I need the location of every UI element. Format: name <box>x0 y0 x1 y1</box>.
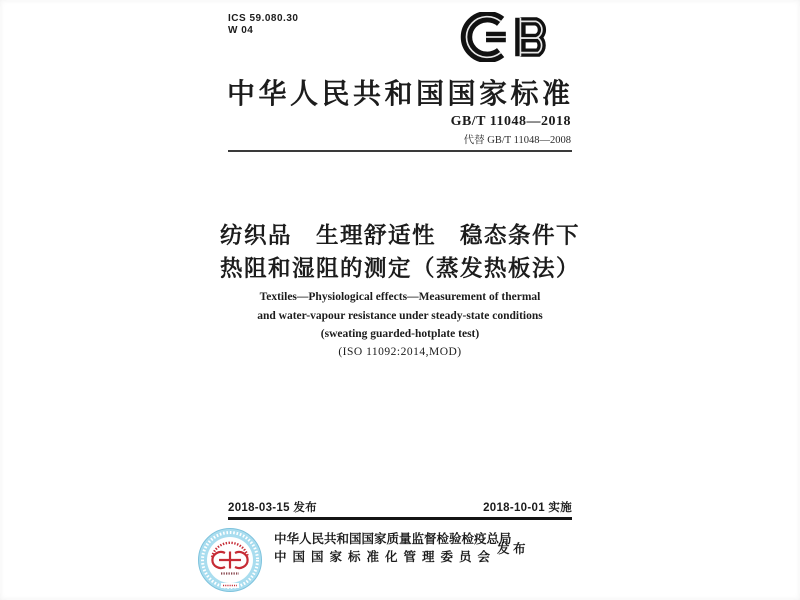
title-chinese-line1: 纺织品 生理舒适性 稳态条件下 <box>219 223 580 248</box>
title-english-line2: and water-vapour resistance under steady-state conditions <box>257 309 543 322</box>
national-standard-heading: 中华人民共和国国家标准 <box>227 79 573 110</box>
header-divider <box>228 150 572 152</box>
iso-reference: (ISO 11092:2014,MOD) <box>338 346 462 358</box>
footer-divider <box>228 517 572 520</box>
title-chinese-line2: 热阻和湿阻的测定（蒸发热板法） <box>219 256 580 281</box>
standard-number: GB/T 11048—2018 <box>450 114 571 129</box>
title-chinese <box>100 219 700 285</box>
issue-date: 2018-03-15 发布 <box>228 502 317 514</box>
issuer-line2: 中 国 国 家 标 准 化 管 理 委 员 会 <box>274 550 490 564</box>
title-english-line1: Textiles—Physiological effects—Measurement of thermal <box>259 291 541 303</box>
date-row <box>228 499 572 515</box>
gb-logo-icon <box>456 12 564 62</box>
anti-counterfeit-stamp-icon <box>197 527 263 593</box>
replaced-standard-note: 代替 GB/T 11048—2008 <box>463 135 571 146</box>
issuer-line1: 中华人民共和国国家质量监督检验检疫总局 <box>274 532 512 546</box>
title-english <box>150 288 650 344</box>
implementation-date: 2018-10-01 实施 <box>483 502 572 514</box>
publish-label: 发 布 <box>497 542 526 556</box>
ics-code: ICS 59.080.30 <box>228 13 299 24</box>
ics-code-block <box>228 13 298 37</box>
title-english-line3: (sweating guarded-hotplate test) <box>320 328 480 340</box>
ccs-code: W 04 <box>228 25 254 36</box>
